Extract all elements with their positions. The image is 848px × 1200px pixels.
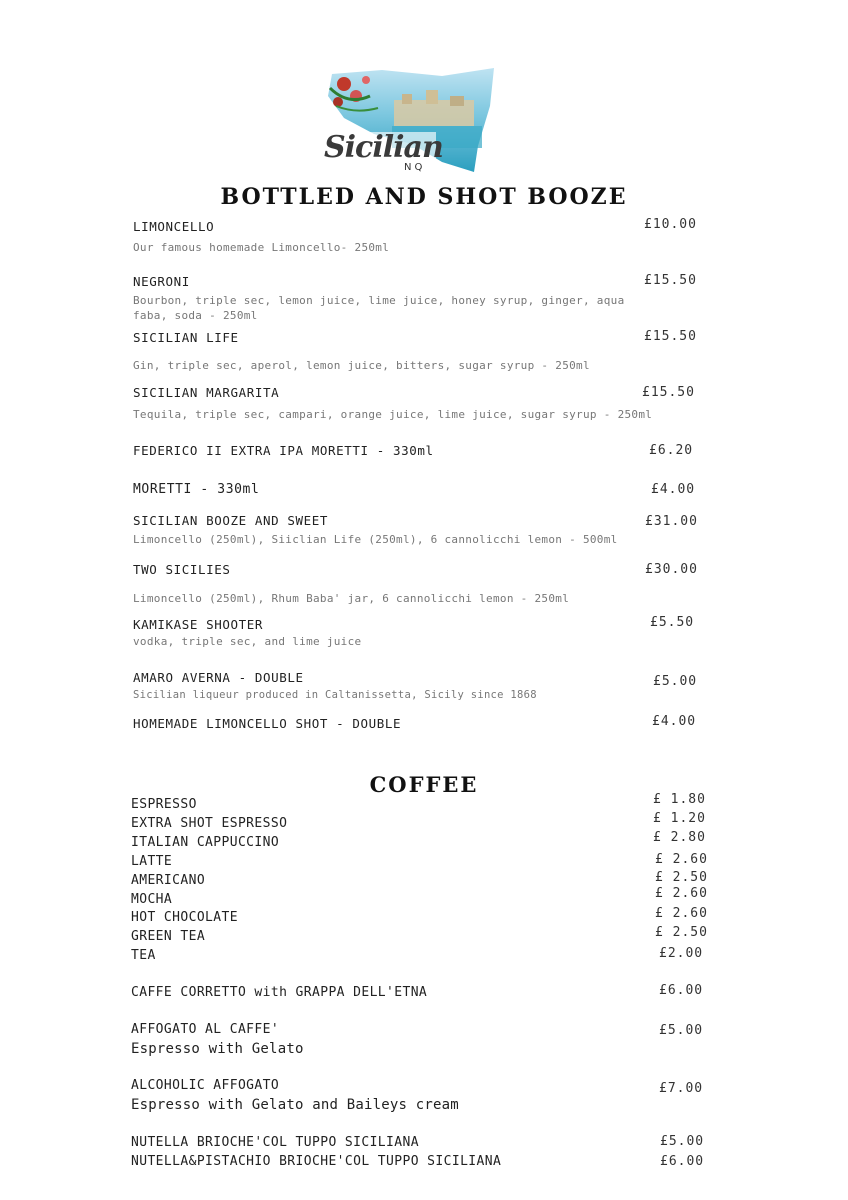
menu-item-name: SICILIAN MARGARITA — [133, 385, 280, 400]
coffee-item-price: £5.00 — [660, 1134, 705, 1149]
menu-item-price: £10.00 — [644, 217, 697, 232]
coffee-item-price: £ 1.20 — [653, 811, 706, 826]
coffee-item-name: AFFOGATO AL CAFFE' — [131, 1022, 280, 1037]
menu-item-price: £5.00 — [653, 674, 698, 689]
coffee-item-price: £ 2.60 — [655, 906, 708, 921]
coffee-item-description: Espresso with Gelato — [131, 1041, 304, 1057]
coffee-item-name: AMERICANO — [131, 873, 206, 888]
coffee-item-name: CAFFE CORRETTO with GRAPPA DELL'ETNA — [131, 985, 428, 1000]
sicilian-nq-logo — [322, 66, 498, 178]
coffee-item-price: £ 1.80 — [653, 792, 706, 807]
menu-item-name: SICILIAN LIFE — [133, 330, 239, 345]
coffee-item-name: EXTRA SHOT ESPRESSO — [131, 816, 288, 831]
menu-item-name: FEDERICO II EXTRA IPA MORETTI - 330ml — [133, 443, 434, 458]
menu-item-name: HOMEMADE LIMONCELLO SHOT - DOUBLE — [133, 716, 402, 731]
menu-item-name: SICILIAN BOOZE AND SWEET — [133, 513, 329, 528]
coffee-item-price: £5.00 — [659, 1023, 704, 1038]
menu-item-price: £4.00 — [652, 714, 697, 729]
menu-item-description: vodka, triple sec, and lime juice — [133, 635, 362, 648]
coffee-section-title: COFFEE — [369, 772, 479, 797]
menu-item-price: £15.50 — [644, 273, 697, 288]
coffee-item-name: ITALIAN CAPPUCCINO — [131, 835, 280, 850]
menu-item-description: Gin, triple sec, aperol, lemon juice, bitters, sugar syrup - 250ml — [133, 359, 590, 372]
menu-item-price: £6.20 — [649, 443, 694, 458]
menu-item-name: MORETTI - 330ml — [133, 482, 260, 497]
menu-item-description: Bourbon, triple sec, lemon juice, lime juice, honey syrup, ginger, aqua faba, soda - 250ml — [133, 294, 625, 322]
menu-item-name: AMARO AVERNA - DOUBLE — [133, 670, 304, 685]
menu-item-price: £4.00 — [651, 482, 696, 497]
logo-wordmark: Sicilian — [324, 130, 443, 165]
coffee-item-price: £ 2.50 — [655, 925, 708, 940]
coffee-item-name: LATTE — [131, 854, 173, 869]
menu-item-description: Tequila, triple sec, campari, orange juice, lime juice, sugar syrup - 250ml — [133, 408, 653, 421]
menu-item-name: LIMONCELLO — [133, 219, 215, 234]
menu-item-description: Sicilian liqueur produced in Caltanissetta, Sicily since 1868 — [133, 689, 537, 701]
booze-section-title: BOTTLED AND SHOT BOOZE — [220, 184, 628, 210]
coffee-item-price: £ 2.60 — [655, 852, 708, 867]
menu-item-description: Limoncello (250ml), Rhum Baba' jar, 6 cannolicchi lemon - 250ml — [133, 592, 570, 605]
coffee-item-name: ESPRESSO — [131, 797, 197, 812]
coffee-item-price: £2.00 — [659, 946, 704, 961]
coffee-item-price: £6.00 — [659, 983, 704, 998]
coffee-item-price: £6.00 — [660, 1154, 705, 1169]
coffee-item-price: £7.00 — [659, 1081, 704, 1096]
menu-item-name: KAMIKASE SHOOTER — [133, 617, 264, 632]
menu-item-name: TWO SICILIES — [133, 562, 231, 577]
coffee-item-description: Espresso with Gelato and Baileys cream — [131, 1097, 459, 1113]
menu-item-price: £5.50 — [650, 615, 695, 630]
menu-item-name: NEGRONI — [133, 274, 190, 289]
coffee-item-name: TEA — [131, 948, 156, 963]
coffee-item-price: £ 2.80 — [653, 830, 706, 845]
coffee-item-price: £ 2.60 — [655, 886, 708, 901]
coffee-item-price: £ 2.50 — [655, 870, 708, 885]
coffee-item-name: MOCHA — [131, 892, 173, 907]
coffee-item-name: HOT CHOCOLATE — [131, 910, 238, 925]
menu-item-description: Our famous homemade Limoncello- 250ml — [133, 241, 390, 254]
coffee-item-name: NUTELLA BRIOCHE'COL TUPPO SICILIANA — [131, 1135, 419, 1150]
menu-item-price: £15.50 — [642, 385, 695, 400]
menu-item-description: Limoncello (250ml), Siiclian Life (250ml), 6 cannolicchi lemon - 500ml — [133, 533, 618, 546]
menu-item-price: £30.00 — [645, 562, 698, 577]
coffee-item-name: NUTELLA&PISTACHIO BRIOCHE'COL TUPPO SICILIANA — [131, 1154, 502, 1169]
logo-subtext: NQ — [404, 162, 426, 173]
coffee-item-name: ALCOHOLIC AFFOGATO — [131, 1078, 280, 1093]
menu-item-price: £15.50 — [644, 329, 697, 344]
menu-item-price: £31.00 — [645, 514, 698, 529]
coffee-item-name: GREEN TEA — [131, 929, 206, 944]
